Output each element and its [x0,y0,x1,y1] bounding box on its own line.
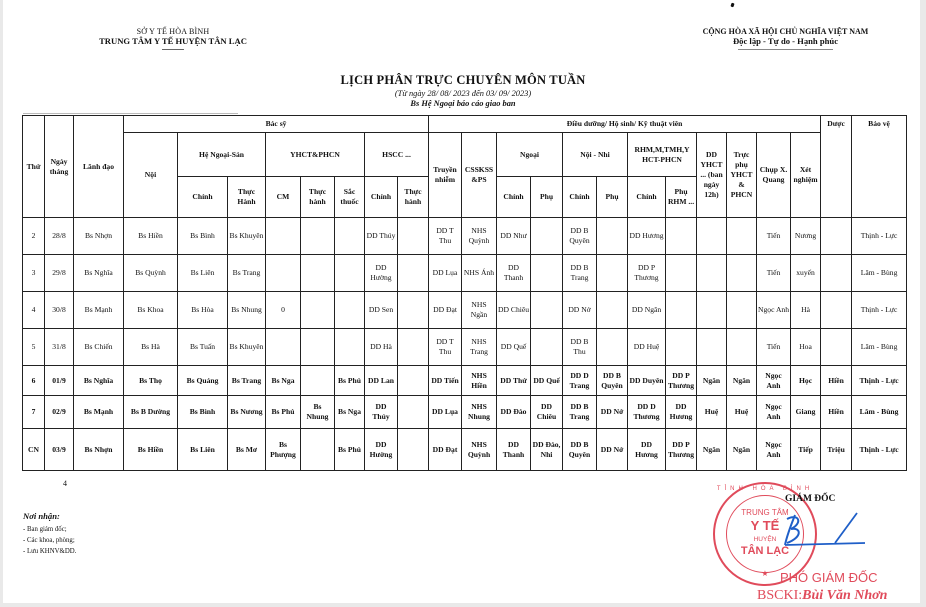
col-yhct-thuc-hanh: Thực hành [301,177,335,218]
table-cell: Tiếp [791,429,821,471]
table-cell: DD Lụa [429,255,462,292]
col-yhct-sac-thuoc: Sắc thuốc [335,177,365,218]
table-cell [531,292,563,329]
table-cell [301,255,335,292]
recipient-item: - Các khoa, phòng; [23,537,75,544]
col-ngoai-chinh: Chính [497,177,531,218]
table-cell: Bs Quỳnh [124,255,178,292]
table-cell: 29/8 [45,255,74,292]
col-noi-nhi-chinh: Chính [563,177,597,218]
stamp-text: TRUNG TÂM [741,508,789,517]
col-dd-yhct: DD YHCT ... (ban ngày 12h) [697,133,727,218]
page-number: 4 [63,479,67,488]
table-cell: NHS Trang [462,329,497,366]
table-cell: Tiến [757,218,791,255]
table-cell: Thịnh - Lực [852,366,907,396]
table-cell [821,329,852,366]
table-cell [597,255,628,292]
table-cell: Ngân [727,429,757,471]
table-row [23,396,907,429]
col-yhct-cm: CM [266,177,301,218]
recipients-heading: Nơi nhận: [23,511,60,521]
table-cell: Ngân [697,366,727,396]
table-cell: Thịnh - Lực [852,429,907,471]
table-cell: DD Thủy [365,396,398,429]
group-bac-si: Bác sỹ [124,116,429,133]
col-ngay-thang: Ngày tháng [45,116,74,218]
table-cell: DD Chiêu [497,292,531,329]
signer-name: Bùi Văn Nhơn [802,588,888,603]
table-cell: DD B Quyên [563,429,597,471]
table-cell: Ngọc Anh [757,396,791,429]
star-icon: ★ [761,569,769,578]
report-note: Bs Hệ Ngoại báo cáo giao ban [410,99,516,108]
national-motto: Độc lập - Tự do - Hạnh phúc [732,36,839,46]
table-cell: Bs Mạnh [74,396,124,429]
table-cell: Bs Hiền [124,429,178,471]
recipients-block [23,511,76,557]
table-cell: Ngọc Anh [757,366,791,396]
table-cell [398,329,429,366]
table-cell [335,329,365,366]
table-cell: DD Như [497,218,531,255]
stamp-ring-text: TỈNH HÒA BÌNH [716,486,814,492]
table-cell: DD Hương [666,396,697,429]
table-cell: 5 [23,329,45,366]
col-hns-chinh: Chính [178,177,228,218]
group-hscc: HSCC ... [365,133,429,177]
table-cell [821,218,852,255]
table-cell [301,366,335,396]
col-ngoai-phu: Phụ [531,177,563,218]
table-cell: NHS Ngần [462,292,497,329]
table-cell [821,292,852,329]
table-cell: Ngân [727,366,757,396]
table-cell [666,218,697,255]
group-ngoai: Ngoại [497,133,563,177]
national-header [678,27,893,50]
table-cell: Bs Nhợn [74,429,124,471]
table-cell [335,255,365,292]
col-chup-x-quang: Chụp X. Quang [757,133,791,218]
table-cell: Bs Trang [228,255,266,292]
table-cell: Bs Mơ [228,429,266,471]
table-cell: Bs B Dường [124,396,178,429]
table-cell: 3 [23,255,45,292]
table-cell: Bs Liên [178,429,228,471]
table-cell: Bs Nghĩa [74,255,124,292]
table-cell [531,329,563,366]
national-title: CỘNG HÒA XÃ HỘI CHỦ NGHĨA VIỆT NAM [702,27,869,36]
table-cell [697,218,727,255]
table-cell: Bs Bình [178,218,228,255]
divider [23,113,238,114]
table-cell: 01/9 [45,366,74,396]
table-cell: Bs Khuyên [228,218,266,255]
col-hns-thuc-hanh: Thực Hành [228,177,266,218]
table-cell [266,218,301,255]
table-cell: Bs Nương [228,396,266,429]
table-cell [727,218,757,255]
table-cell: DD Ngân [628,292,666,329]
table-cell: Triệu [821,429,852,471]
table-cell: DD Đạt [429,429,462,471]
table-row [23,366,907,396]
table-cell: DD B Quyên [563,218,597,255]
table-cell: Tiến [757,255,791,292]
table-cell: Bs Quảng [178,366,228,396]
table-cell [727,329,757,366]
table-cell: DD Hương [628,429,666,471]
table-cell: DD P Thương [666,366,697,396]
col-bao-ve: Bảo vệ [852,116,907,218]
table-cell: Bs Phú [335,366,365,396]
col-noi: Nội [124,133,178,218]
table-cell: 28/8 [45,218,74,255]
table-cell [697,255,727,292]
col-lanh-dao: Lãnh đạo [74,116,124,218]
table-cell: Ngọc Anh [757,429,791,471]
table-cell [301,218,335,255]
table-cell: DD Thúy [365,218,398,255]
col-thu: Thứ [23,116,45,218]
col-noi-nhi-phu: Phụ [597,177,628,218]
table-cell: 7 [23,396,45,429]
table-cell: Bs Hòa [178,292,228,329]
table-cell: DD Quế [531,366,563,396]
table-cell: Tiến [757,329,791,366]
table-cell [301,429,335,471]
table-cell: DD Đạt [429,292,462,329]
table-cell: Thịnh - Lực [852,292,907,329]
table-cell: DD Đào [497,396,531,429]
recipient-item: - Ban giám đốc; [23,526,67,533]
table-row [23,329,907,366]
document-title-block [0,73,926,108]
table-cell: DD Thứ [497,366,531,396]
signer-role: GIÁM ĐỐC [785,494,836,504]
signer-prefix: BSCKI: [757,588,803,603]
date-range: (Từ ngày 28/ 08/ 2023 đến 03/ 09/ 2023) [394,89,532,98]
table-cell [727,292,757,329]
table-cell: NHS Hiền [462,366,497,396]
table-cell: Học [791,366,821,396]
table-cell: DD Hương [628,218,666,255]
table-cell: DD Hường [365,429,398,471]
table-cell: Bs Nga [266,366,301,396]
group-rhm: RHM,M,TMH,Y HCT-PHCN [628,133,697,177]
table-cell: Hiền [821,396,852,429]
table-cell: DD Duyên [628,366,666,396]
table-cell: Bs Hiền [124,218,178,255]
table-cell: Hà [791,292,821,329]
table-cell [398,366,429,396]
table-cell [597,218,628,255]
table-cell: Bs Khuyên [228,329,266,366]
table-cell: 0 [266,292,301,329]
table-cell: Bs Hà [124,329,178,366]
table-cell: DD D Thương [628,396,666,429]
table-cell [697,329,727,366]
agency-header [88,27,258,50]
table-cell: Bs Tuấn [178,329,228,366]
deputy-title: PHÓ GIÁM ĐỐC [780,570,878,585]
table-cell: Bs Nhung [228,292,266,329]
col-xet-nghiem: Xét nghiệm [791,133,821,218]
col-hscc-thuc-hanh: Thực hành [398,177,429,218]
table-cell: DD Quế [497,329,531,366]
col-rhm-chinh: Chính [628,177,666,218]
table-cell: DD B Quyên [597,366,628,396]
table-cell [335,218,365,255]
parent-agency: SỞ Y TẾ HÒA BÌNH [136,27,210,36]
table-cell: NHS Ánh [462,255,497,292]
table-row [23,218,907,255]
table-cell [301,329,335,366]
table-cell: Hiền [821,366,852,396]
table-cell: DD Hà [365,329,398,366]
table-cell: 31/8 [45,329,74,366]
table-cell [821,255,852,292]
table-cell: 02/9 [45,396,74,429]
table-cell: Bs Trang [228,366,266,396]
col-truyen-nhiem: Truyền nhiễm [429,133,462,218]
table-cell: 4 [23,292,45,329]
group-dieu-duong: Điều dưỡng/ Hộ sinh/ Kỹ thuật viên [429,116,821,133]
table-cell [398,292,429,329]
table-cell: Bs Bình [178,396,228,429]
document-title: LỊCH PHÂN TRỰC CHUYÊN MÔN TUẦN [340,73,586,87]
table-cell: Bs Nhung [301,396,335,429]
stamp-text: TÂN LẠC [740,545,790,557]
table-cell [597,292,628,329]
motto-divider [738,49,833,50]
table-cell: DD Hường [365,255,398,292]
table-cell [666,292,697,329]
table-cell: NHS Nhung [462,396,497,429]
table-cell: xuyến [791,255,821,292]
table-cell: DD Thanh [497,429,531,471]
table-cell: Giang [791,396,821,429]
table-cell: DD D Trang [563,366,597,396]
table-cell [597,329,628,366]
table-cell [666,255,697,292]
table-cell [398,218,429,255]
table-cell: Lâm - Bùng [852,329,907,366]
table-cell: Bs Nghĩa [74,366,124,396]
table-cell: DD Thanh [497,255,531,292]
group-noi-nhi: Nội - Nhi [563,133,628,177]
table-cell: Thịnh - Lực [852,218,907,255]
table-cell: Bs Thọ [124,366,178,396]
table-cell: Lâm - Bùng [852,255,907,292]
table-cell: DD T Thu [429,329,462,366]
table-cell [727,255,757,292]
table-cell: Huệ [727,396,757,429]
table-cell: DD B Trang [563,255,597,292]
table-cell: 2 [23,218,45,255]
stamp-text: Y TẾ [750,518,780,533]
table-cell: DD P Thương [628,255,666,292]
table-cell: CN [23,429,45,471]
col-csskss: CSSKSS &PS [462,133,497,218]
table-cell: DD Nở [597,429,628,471]
signer-name-line [757,588,887,604]
table-cell: Ngọc Anh [757,292,791,329]
table-row [23,429,907,471]
table-cell [398,396,429,429]
table-cell [266,329,301,366]
table-cell: NHS Quỳnh [462,429,497,471]
table-cell: DD P Thương [666,429,697,471]
table-cell: DD Lụa [429,396,462,429]
table-cell: DD Lan [365,366,398,396]
table-cell: DD B Thu [563,329,597,366]
table-cell: Bs Phú [266,396,301,429]
table-cell: DD Nở [563,292,597,329]
table-cell [666,329,697,366]
table-cell: DD Nở [597,396,628,429]
table-cell [697,292,727,329]
table-cell [531,218,563,255]
table-cell: 30/8 [45,292,74,329]
col-rhm-phu: Phụ RHM ... [666,177,697,218]
table-cell [335,292,365,329]
table-row [23,292,907,329]
table-cell: DD Sen [365,292,398,329]
table-cell: Bs Chiến [74,329,124,366]
table-cell: 03/9 [45,429,74,471]
table-cell: Nương [791,218,821,255]
table-cell [398,429,429,471]
handwritten-signature [765,505,875,555]
table-cell: DD Huệ [628,329,666,366]
table-cell: Lâm - Bùng [852,396,907,429]
recipient-item: - Lưu KHNV&DD. [23,548,77,555]
table-cell: Bs Khoa [124,292,178,329]
table-cell: DD Đào, Nhi [531,429,563,471]
table-cell [301,292,335,329]
table-cell: 6 [23,366,45,396]
table-cell: Hoa [791,329,821,366]
table-cell: DD Tiến [429,366,462,396]
stamp-text: HUYỆN [753,536,777,543]
ink-mark [730,3,734,8]
col-duoc: Dược [821,116,852,218]
table-cell [531,255,563,292]
group-yhct-phcn: YHCT&PHCN [266,133,365,177]
group-he-ngoai-san: Hệ Ngoại-Sản [178,133,266,177]
table-cell: Ngân [697,429,727,471]
table-cell: Bs Phượng [266,429,301,471]
table-cell: Bs Mạnh [74,292,124,329]
table-cell: Bs Liên [178,255,228,292]
table-cell: Bs Phú [335,429,365,471]
duty-schedule-table [22,115,907,471]
table-cell: DD Chiêu [531,396,563,429]
table-cell: Bs Nhợn [74,218,124,255]
col-hscc-chinh: Chính [365,177,398,218]
table-row [23,255,907,292]
table-cell: Huệ [697,396,727,429]
table-cell: DD T Thu [429,218,462,255]
table-cell [398,255,429,292]
table-cell [266,255,301,292]
table-cell: DD B Trang [563,396,597,429]
table-cell: Bs Nga [335,396,365,429]
table-cell: NHS Quỳnh [462,218,497,255]
agency-name: TRUNG TÂM Y TẾ HUYỆN TÂN LẠC [99,36,247,46]
header-divider [162,49,184,50]
col-truc-phu: Trực phụ YHCT & PHCN [727,133,757,218]
